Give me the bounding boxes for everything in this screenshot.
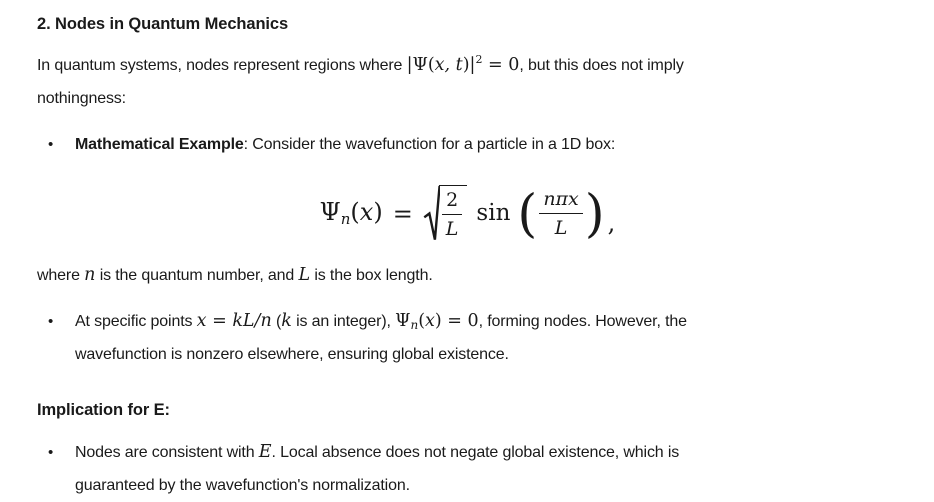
- big-paren-open: (: [517, 185, 538, 244]
- bullet-icon: •: [48, 136, 54, 153]
- math-var-x: x: [196, 311, 207, 331]
- bullet-list: [37, 306, 898, 371]
- fraction-denominator: L: [442, 214, 463, 240]
- implication-heading: Implication for E:: [37, 401, 170, 419]
- bullet-list: [37, 129, 898, 162]
- math-kLn: kL/n: [232, 311, 272, 331]
- points-line-2: wavefunction is nonzero elsewhere, ensuring global existence.: [75, 345, 509, 363]
- bullet-item-specific-points: [37, 306, 898, 371]
- square-root: [423, 185, 468, 242]
- psi-subscript: n: [340, 210, 351, 228]
- text-run: . Local absence does not negate global existence, which is: [271, 444, 680, 461]
- paren-open-small: (: [350, 198, 360, 226]
- math-var-x: x: [425, 311, 435, 331]
- bullet-icon: •: [48, 313, 54, 330]
- text-run: where: [37, 266, 85, 284]
- math-abs-open: |Ψ(: [406, 55, 435, 75]
- fraction-numerator: nπx: [543, 188, 579, 210]
- paren-close-small: ): [373, 198, 383, 226]
- text-run: is the box length.: [310, 266, 433, 284]
- where-line: [37, 264, 433, 285]
- bullet-item-implication: [37, 437, 898, 502]
- intro-line-1: [37, 53, 684, 75]
- psi-symbol: Ψ: [319, 198, 341, 226]
- text-run: , forming nodes. However, the: [478, 313, 687, 330]
- text-run: (: [271, 313, 282, 330]
- bullet-item-math-example: [37, 129, 898, 162]
- text-run: , but this does not imply: [519, 57, 684, 74]
- where-paragraph: [37, 260, 898, 293]
- math-var-L: L: [298, 264, 311, 285]
- text-run: At specific points: [75, 313, 197, 330]
- text-run: is the quantum number, and: [95, 266, 299, 284]
- radical-icon: [423, 185, 440, 242]
- section-heading: 2. Nodes in Quantum Mechanics: [37, 15, 289, 33]
- bullet-list: [37, 437, 898, 502]
- math-abs-close: )|: [462, 55, 476, 75]
- implication-line-1: [75, 444, 679, 461]
- equation-comma: ,: [607, 209, 616, 237]
- implication-line-2: guaranteed by the wavefunction's normalization.: [75, 476, 410, 494]
- math-equals-zero: = 0: [482, 55, 520, 75]
- bullet-icon: •: [48, 444, 54, 461]
- math-vars: x, t: [434, 55, 463, 75]
- intro-paragraph: [37, 50, 898, 115]
- math-var-n: n: [84, 264, 96, 285]
- math-paren-open: (: [418, 311, 426, 331]
- math-superscript: 2: [475, 53, 483, 66]
- fraction-2-over-L: [442, 189, 463, 240]
- text-run: Nodes are consistent with: [75, 444, 259, 461]
- math-equals: =: [206, 311, 233, 331]
- math-var-k: k: [281, 311, 292, 331]
- bullet-example-line: [75, 136, 615, 153]
- math-equals-zero: ) = 0: [434, 311, 479, 331]
- text-run: : Consider the wavefunction for a particle in a 1D box:: [243, 136, 616, 153]
- equation-body: [320, 185, 616, 242]
- fraction-npix-over-L: [539, 188, 582, 239]
- points-line-1: [75, 313, 687, 330]
- fraction-numerator: 2: [446, 189, 459, 211]
- display-equation: [37, 182, 898, 246]
- big-paren-close: ): [584, 185, 605, 244]
- intro-line-2: nothingness:: [37, 89, 126, 107]
- sin-operator: sin: [476, 200, 511, 226]
- psi-subscript: n: [410, 318, 419, 332]
- text-run: is an integer),: [291, 313, 396, 330]
- text-run: In quantum systems, nodes represent regions where: [37, 57, 407, 74]
- math-var-E: E: [258, 442, 272, 462]
- fraction-denominator: L: [539, 213, 582, 239]
- equals-sign: =: [392, 199, 413, 228]
- radicand: [439, 185, 468, 240]
- var-x: x: [359, 198, 374, 226]
- bold-run: Mathematical Example: [75, 136, 244, 153]
- psi-symbol: Ψ: [395, 311, 411, 331]
- equation-lhs: [320, 200, 383, 227]
